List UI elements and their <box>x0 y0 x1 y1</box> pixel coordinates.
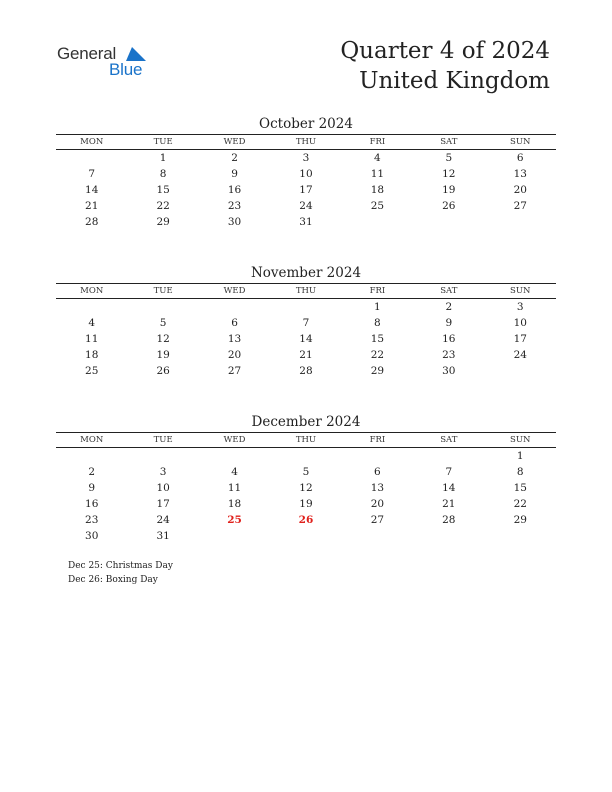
month-title: December 2024 <box>251 414 361 430</box>
day-cell: 30 <box>227 216 242 228</box>
logo-triangle-icon <box>126 47 146 61</box>
weekday-header: MON <box>56 433 127 448</box>
quarter-title: Quarter 4 of 2024 <box>340 38 550 64</box>
day-cell: 27 <box>370 514 385 526</box>
day-cell: 18 <box>85 349 99 361</box>
week-row <box>56 347 556 363</box>
day-cell: 29 <box>513 514 527 526</box>
day-cell: 17 <box>513 333 527 345</box>
day-cell: 21 <box>299 349 313 361</box>
week-row <box>56 480 556 496</box>
holiday-day-cell: 26 <box>298 514 314 526</box>
holiday-note: Dec 25: Christmas Day <box>68 561 173 571</box>
day-cell: 7 <box>302 317 310 329</box>
day-cell: 15 <box>370 333 385 345</box>
day-cell: 22 <box>156 200 170 212</box>
weekday-header: TUE <box>127 284 198 299</box>
weekday-header: WED <box>199 433 270 448</box>
day-cell <box>270 299 341 316</box>
logo-word-general: General <box>57 44 117 63</box>
week-row <box>56 315 556 331</box>
day-cell: 4 <box>231 466 238 478</box>
weekday-header: THU <box>270 433 341 448</box>
day-cell: 8 <box>516 466 524 478</box>
day-cell: 11 <box>227 482 242 494</box>
day-cell: 24 <box>299 200 313 212</box>
day-cell: 26 <box>156 365 170 377</box>
day-cell: 19 <box>442 184 456 196</box>
day-cell: 11 <box>370 168 385 180</box>
day-cell: 1 <box>516 450 524 462</box>
day-cell: 6 <box>231 317 238 329</box>
day-cell: 26 <box>442 200 456 212</box>
day-cell: 27 <box>227 365 242 377</box>
weekday-header-row <box>56 284 556 299</box>
day-cell: 12 <box>442 168 456 180</box>
week-row <box>56 512 556 528</box>
day-cell: 29 <box>370 365 385 377</box>
weekday-header-row <box>56 135 556 150</box>
day-cell: 24 <box>513 349 527 361</box>
day-cell: 21 <box>442 498 456 510</box>
day-cell: 3 <box>159 466 167 478</box>
day-cell <box>413 448 484 465</box>
day-cell: 9 <box>88 482 96 494</box>
day-cell: 20 <box>370 498 385 510</box>
month-grid <box>56 283 556 379</box>
week-row <box>56 528 556 544</box>
weekday-header: SAT <box>413 135 484 150</box>
weekday-header-row <box>56 433 556 448</box>
day-cell: 4 <box>88 317 96 329</box>
day-cell: 28 <box>442 514 456 526</box>
day-cell: 30 <box>442 365 456 377</box>
day-cell: 10 <box>513 317 527 329</box>
month-title: October 2024 <box>259 116 353 132</box>
day-cell: 25 <box>85 365 99 377</box>
day-cell: 18 <box>370 184 385 196</box>
day-cell: 28 <box>85 216 99 228</box>
day-cell: 5 <box>159 317 167 329</box>
week-row <box>56 198 556 214</box>
day-cell <box>413 528 484 544</box>
day-cell: 20 <box>227 349 242 361</box>
day-cell: 17 <box>156 498 170 510</box>
day-cell: 22 <box>513 498 527 510</box>
day-cell: 14 <box>442 482 456 494</box>
day-cell: 2 <box>445 301 453 313</box>
week-row <box>56 464 556 480</box>
weekday-header: TUE <box>127 135 198 150</box>
weekday-header: SUN <box>485 135 556 150</box>
day-cell: 22 <box>370 349 385 361</box>
day-cell <box>199 299 270 316</box>
day-cell: 7 <box>88 168 96 180</box>
month-title: November 2024 <box>250 265 362 281</box>
day-cell <box>342 214 413 230</box>
generalblue-logo <box>57 44 157 84</box>
day-cell: 13 <box>513 168 527 180</box>
day-cell: 16 <box>85 498 99 510</box>
day-cell: 6 <box>516 152 524 164</box>
week-row <box>56 150 556 167</box>
day-cell <box>342 528 413 544</box>
day-cell: 5 <box>445 152 453 164</box>
week-row <box>56 182 556 198</box>
weekday-header: FRI <box>342 135 413 150</box>
day-cell: 14 <box>85 184 99 196</box>
day-cell: 23 <box>442 349 456 361</box>
day-cell <box>485 363 556 379</box>
day-cell <box>127 448 198 465</box>
country-title: United Kingdom <box>359 68 550 94</box>
day-cell: 2 <box>231 152 238 164</box>
day-cell: 20 <box>513 184 527 196</box>
weekday-header: FRI <box>342 433 413 448</box>
day-cell: 31 <box>156 530 170 542</box>
day-cell: 31 <box>299 216 313 228</box>
day-cell: 17 <box>299 184 313 196</box>
month-grid <box>56 432 556 544</box>
day-cell <box>127 299 198 316</box>
day-cell <box>56 299 127 316</box>
day-cell: 10 <box>299 168 313 180</box>
weekday-header: THU <box>270 135 341 150</box>
day-cell <box>270 448 341 465</box>
day-cell: 23 <box>227 200 242 212</box>
weekday-header: SAT <box>413 284 484 299</box>
day-cell <box>342 448 413 465</box>
day-cell: 28 <box>299 365 313 377</box>
day-cell: 30 <box>85 530 99 542</box>
day-cell: 7 <box>445 466 453 478</box>
day-cell: 3 <box>516 301 524 313</box>
day-cell: 19 <box>156 349 170 361</box>
day-cell: 27 <box>513 200 527 212</box>
page-title <box>340 36 550 96</box>
weekday-header: FRI <box>342 284 413 299</box>
day-cell: 1 <box>159 152 167 164</box>
day-cell <box>56 150 127 167</box>
weekday-header: WED <box>199 135 270 150</box>
day-cell: 23 <box>85 514 99 526</box>
week-row <box>56 166 556 182</box>
day-cell: 12 <box>299 482 313 494</box>
week-row <box>56 299 556 316</box>
month-calendar <box>56 413 556 544</box>
weekday-header: THU <box>270 284 341 299</box>
week-row <box>56 331 556 347</box>
holiday-note: Dec 26: Boxing Day <box>68 575 158 585</box>
holiday-day-cell: 25 <box>227 514 242 526</box>
week-row <box>56 214 556 230</box>
day-cell: 4 <box>374 152 381 164</box>
day-cell <box>485 214 556 230</box>
weekday-header: MON <box>56 284 127 299</box>
weekday-header: TUE <box>127 433 198 448</box>
day-cell: 9 <box>445 317 453 329</box>
week-row <box>56 496 556 512</box>
weekday-header: MON <box>56 135 127 150</box>
day-cell: 11 <box>85 333 99 345</box>
week-row <box>56 448 556 465</box>
month-calendar <box>56 264 556 379</box>
day-cell: 3 <box>302 152 310 164</box>
day-cell: 1 <box>374 301 381 313</box>
day-cell: 15 <box>156 184 170 196</box>
day-cell: 16 <box>442 333 456 345</box>
day-cell: 13 <box>370 482 385 494</box>
day-cell: 24 <box>156 514 170 526</box>
day-cell: 19 <box>299 498 313 510</box>
day-cell <box>270 528 341 544</box>
day-cell: 12 <box>156 333 170 345</box>
day-cell: 15 <box>513 482 527 494</box>
weekday-header: WED <box>199 284 270 299</box>
day-cell: 10 <box>156 482 170 494</box>
day-cell: 13 <box>227 333 242 345</box>
day-cell: 16 <box>227 184 242 196</box>
holiday-notes <box>68 559 173 587</box>
logo-word-blue: Blue <box>109 60 143 79</box>
week-row <box>56 363 556 379</box>
day-cell: 14 <box>299 333 313 345</box>
day-cell: 21 <box>85 200 99 212</box>
weekday-header: SUN <box>485 433 556 448</box>
day-cell: 2 <box>88 466 96 478</box>
day-cell: 8 <box>159 168 167 180</box>
day-cell <box>199 448 270 465</box>
day-cell: 18 <box>227 498 242 510</box>
month-grid <box>56 134 556 230</box>
weekday-header: SUN <box>485 284 556 299</box>
day-cell <box>199 528 270 544</box>
day-cell: 5 <box>302 466 310 478</box>
month-calendar <box>56 115 556 230</box>
day-cell: 25 <box>370 200 385 212</box>
day-cell <box>56 448 127 465</box>
day-cell: 8 <box>374 317 381 329</box>
day-cell: 9 <box>231 168 238 180</box>
weekday-header: SAT <box>413 433 484 448</box>
day-cell <box>413 214 484 230</box>
day-cell: 6 <box>374 466 381 478</box>
day-cell <box>485 528 556 544</box>
day-cell: 29 <box>156 216 170 228</box>
